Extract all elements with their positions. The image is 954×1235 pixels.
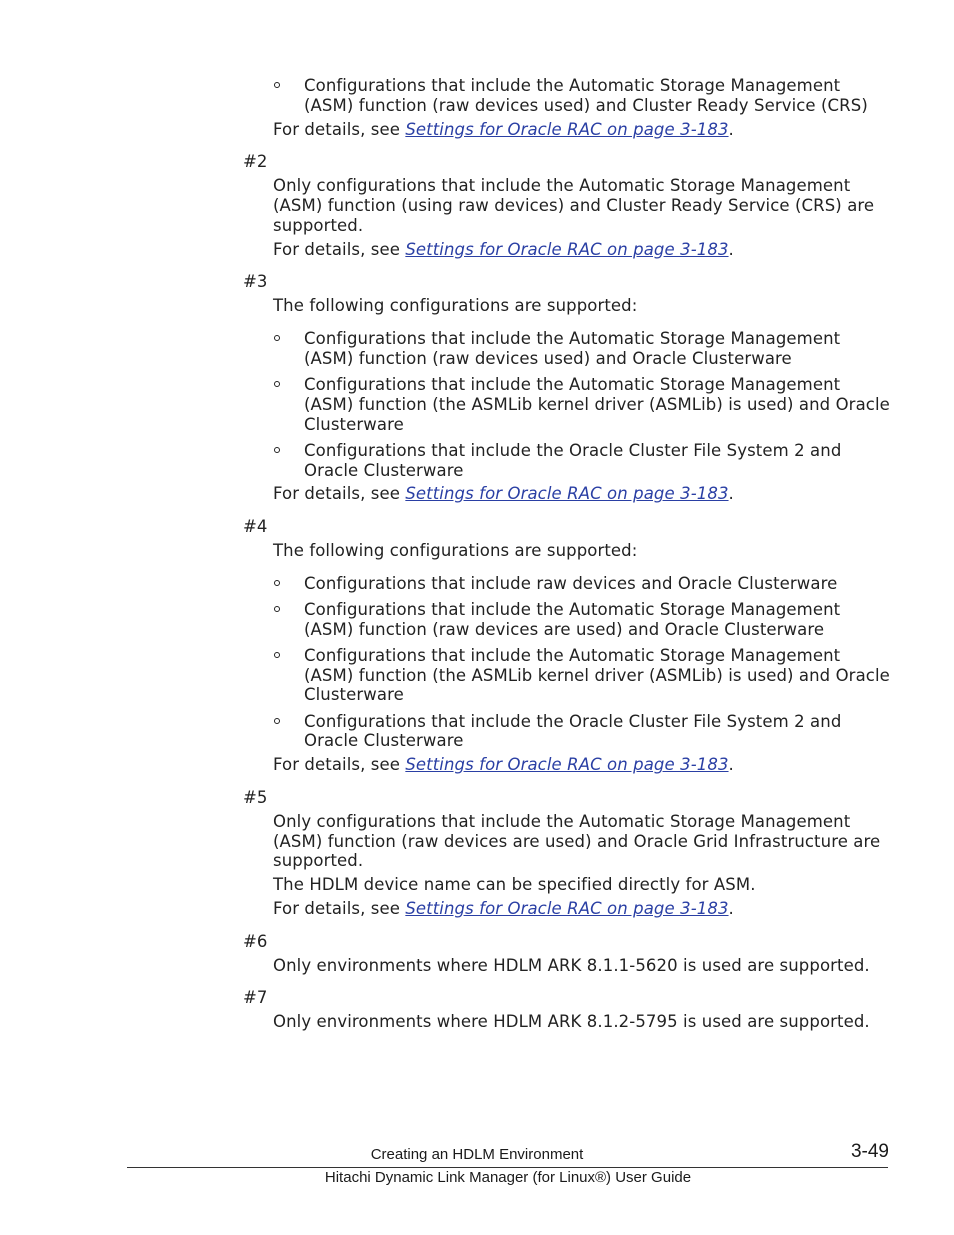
list-item: Configurations that include raw devices and Oracle Clusterware	[304, 574, 894, 594]
xref-link-oracle-rac[interactable]: Settings for Oracle RAC on page 3-183	[405, 239, 729, 259]
circle-bullet-icon	[274, 447, 280, 453]
note-label-3: #3	[243, 272, 268, 292]
note-6-text: Only environments where HDLM ARK 8.1.1-5620 is used are supported.	[273, 955, 870, 975]
for-details-line: For details, see Settings for Oracle RAC on page 3-183.	[273, 119, 734, 139]
list-item: Configurations that include the Automatic Storage Management (ASM) function (the ASMLib kernel driver (ASMLib) is used) and Oracle Clusterware	[304, 375, 894, 434]
note-label-6: #6	[243, 931, 268, 951]
xref-link-oracle-rac[interactable]: Settings for Oracle RAC on page 3-183	[405, 755, 729, 775]
note-label-5: #5	[243, 788, 268, 808]
note-2-text: Only configurations that include the Automatic Storage Management (ASM) function (using raw devices) and Cluster Ready Service (CRS) are supported.	[273, 176, 875, 235]
xref-link-oracle-rac[interactable]: Settings for Oracle RAC on page 3-183	[405, 899, 729, 919]
for-details-line: For details, see Settings for Oracle RAC on page 3-183.	[273, 239, 734, 259]
for-details-line: For details, see Settings for Oracle RAC on page 3-183.	[273, 755, 734, 775]
circle-bullet-icon	[274, 652, 280, 658]
xref-link-oracle-rac[interactable]: Settings for Oracle RAC on page 3-183	[405, 119, 729, 139]
note-label-2: #2	[243, 152, 268, 172]
circle-bullet-icon	[274, 718, 280, 724]
note-5-text: Only configurations that include the Automatic Storage Management (ASM) function (raw devices are used) and Oracle Grid Infrastructure are supported.	[273, 811, 881, 871]
footer-section-title: Creating an HDLM Environment	[370, 1146, 584, 1163]
for-details-line: For details, see Settings for Oracle RAC on page 3-183.	[273, 899, 734, 919]
circle-bullet-icon	[274, 335, 280, 341]
bullet-list-note1	[0, 76, 954, 116]
circle-bullet-icon	[274, 606, 280, 612]
bullet-list-note4	[0, 574, 954, 752]
list-item: Configurations that include the Automatic Storage Management (ASM) function (the ASMLib kernel driver (ASMLib) is used) and Oracle Clusterware	[304, 646, 894, 705]
note-4-intro: The following configurations are supported:	[273, 540, 638, 560]
xref-link-oracle-rac[interactable]: Settings for Oracle RAC on page 3-183	[405, 484, 729, 504]
note-label-4: #4	[243, 517, 268, 537]
footer-book-title: Hitachi Dynamic Link Manager (for Linux®) User Guide	[324, 1169, 692, 1186]
note-7-text: Only environments where HDLM ARK 8.1.2-5795 is used are supported.	[273, 1012, 870, 1032]
note-3-intro: The following configurations are supported:	[273, 296, 638, 316]
footer-divider	[127, 1167, 888, 1168]
list-item: Configurations that include the Oracle Cluster File System 2 and Oracle Clusterware	[304, 712, 894, 752]
list-item: Configurations that include the Automatic Storage Management (ASM) function (raw devices are used) and Oracle Clusterware	[304, 600, 894, 640]
circle-bullet-icon	[274, 580, 280, 586]
list-item: Configurations that include the Automatic Storage Management (ASM) function (raw devices used) and Cluster Ready Service (CRS)	[304, 76, 894, 116]
list-item: Configurations that include the Oracle Cluster File System 2 and Oracle Clusterware	[304, 441, 894, 481]
note-label-7: #7	[243, 988, 268, 1008]
list-item: Configurations that include the Automatic Storage Management (ASM) function (raw devices used) and Oracle Clusterware	[304, 329, 894, 369]
bullet-list-note3	[0, 329, 954, 480]
for-details-line: For details, see Settings for Oracle RAC on page 3-183.	[273, 484, 734, 504]
circle-bullet-icon	[274, 82, 280, 88]
page-number: 3-49	[850, 1141, 889, 1162]
note-5-text2: The HDLM device name can be specified directly for ASM.	[273, 875, 756, 895]
circle-bullet-icon	[274, 381, 280, 387]
